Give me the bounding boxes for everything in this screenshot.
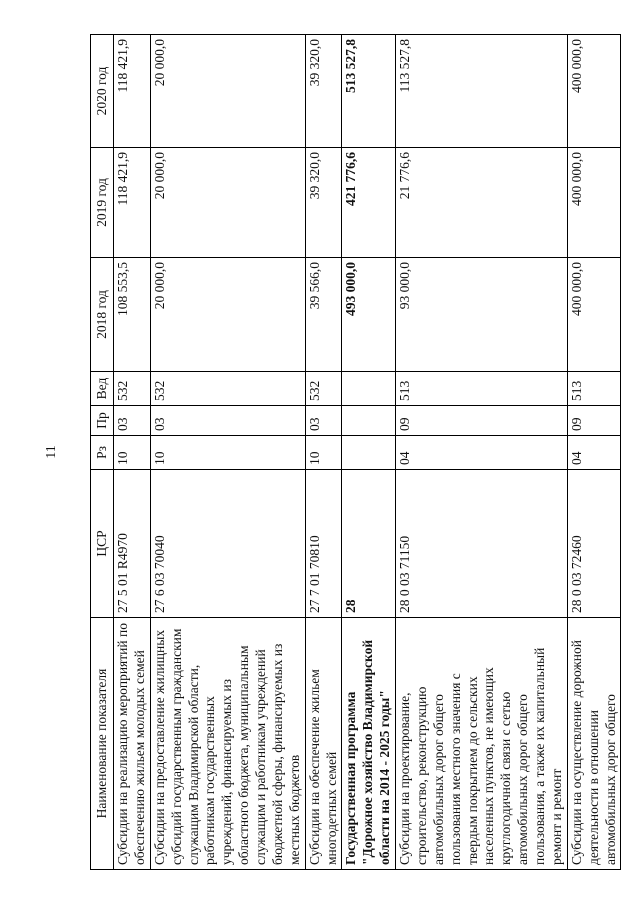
- header-name: Наименование показателя: [91, 618, 114, 870]
- cell-2018: 400 000,0: [567, 258, 621, 372]
- table-row: [305, 35, 342, 870]
- cell-2020: 113 527,8: [396, 35, 568, 148]
- table-row-program: [342, 35, 396, 870]
- cell-csr: 27 5 01 R4970: [114, 470, 151, 618]
- header-rz: Рз: [91, 436, 114, 470]
- header-2018: 2018 год: [91, 258, 114, 372]
- cell-csr: 28 0 03 72460: [567, 470, 621, 618]
- header-ved: Вед: [91, 372, 114, 406]
- cell-2018: 93 000,0: [396, 258, 568, 372]
- rotated-table-wrapper: [90, 35, 620, 870]
- cell-name: Субсидии на реализацию мероприятий по обеспечению жильем молодых семей: [114, 618, 151, 870]
- cell-rz: [342, 436, 396, 470]
- cell-2020: 118 421,9: [114, 35, 151, 148]
- cell-ved: 513: [396, 372, 568, 406]
- cell-pr: 03: [305, 406, 342, 436]
- cell-name: Субсидии на обеспечение жильем многодетных семей: [305, 618, 342, 870]
- cell-pr: 09: [567, 406, 621, 436]
- cell-2018: 39 566,0: [305, 258, 342, 372]
- cell-2019: 21 776,6: [396, 148, 568, 258]
- cell-pr: 09: [396, 406, 568, 436]
- table-header-row: [91, 35, 114, 870]
- cell-2019: 20 000,0: [150, 148, 305, 258]
- page-number: 11: [44, 445, 59, 459]
- cell-rz: 10: [150, 436, 305, 470]
- table-row: [114, 35, 151, 870]
- cell-ved: [342, 372, 396, 406]
- cell-ved: 532: [150, 372, 305, 406]
- cell-name: Субсидии на проектирование, строительство, реконструкцию автомобильных дорог общего пользования местного значения с твердым покрытием до сельских населенных пунктов, не имеющих круглогодичной связи с сетью автомобильных дорог общего пользования, а также их капитальный ремонт и ремонт: [396, 618, 568, 870]
- cell-ved: 513: [567, 372, 621, 406]
- cell-name: Субсидии на предоставление жилищных субсидий государственным гражданским служащим Владимирской области, работникам государственных учреждений, финансируемых из областного бюджета, муниципальным служащим и работникам учреждений бюджетной сферы, финансируемых из местных бюджетов: [150, 618, 305, 870]
- cell-rz: 10: [114, 436, 151, 470]
- cell-2020: 20 000,0: [150, 35, 305, 148]
- cell-2019: 400 000,0: [567, 148, 621, 258]
- header-2019: 2019 год: [91, 148, 114, 258]
- cell-2020: 513 527,8: [342, 35, 396, 148]
- cell-2018: 493 000,0: [342, 258, 396, 372]
- cell-name: Государственная программа "Дорожное хозяйство Владимирской области на 2014 - 2025 годы": [342, 618, 396, 870]
- cell-2018: 20 000,0: [150, 258, 305, 372]
- budget-table: [90, 34, 621, 870]
- table-row: [150, 35, 305, 870]
- cell-csr: 27 7 01 70810: [305, 470, 342, 618]
- cell-pr: 03: [150, 406, 305, 436]
- cell-csr: 27 6 03 70040: [150, 470, 305, 618]
- cell-2019: 421 776,6: [342, 148, 396, 258]
- cell-rz: 10: [305, 436, 342, 470]
- cell-2019: 39 320,0: [305, 148, 342, 258]
- cell-rz: 04: [396, 436, 568, 470]
- cell-name: Субсидии на осуществление дорожной деятельности в отношении автомобильных дорог общего: [567, 618, 621, 870]
- cell-ved: 532: [305, 372, 342, 406]
- cell-pr: 03: [114, 406, 151, 436]
- cell-csr: 28 0 03 71150: [396, 470, 568, 618]
- header-2020: 2020 год: [91, 35, 114, 148]
- cell-2020: 400 000,0: [567, 35, 621, 148]
- cell-rz: 04: [567, 436, 621, 470]
- cell-2018: 108 553,5: [114, 258, 151, 372]
- cell-csr: 28: [342, 470, 396, 618]
- cell-pr: [342, 406, 396, 436]
- header-pr: Пр: [91, 406, 114, 436]
- table-row: [396, 35, 568, 870]
- cell-2020: 39 320,0: [305, 35, 342, 148]
- cell-ved: 532: [114, 372, 151, 406]
- table-row: [567, 35, 621, 870]
- cell-2019: 118 421,9: [114, 148, 151, 258]
- header-csr: ЦСР: [91, 470, 114, 618]
